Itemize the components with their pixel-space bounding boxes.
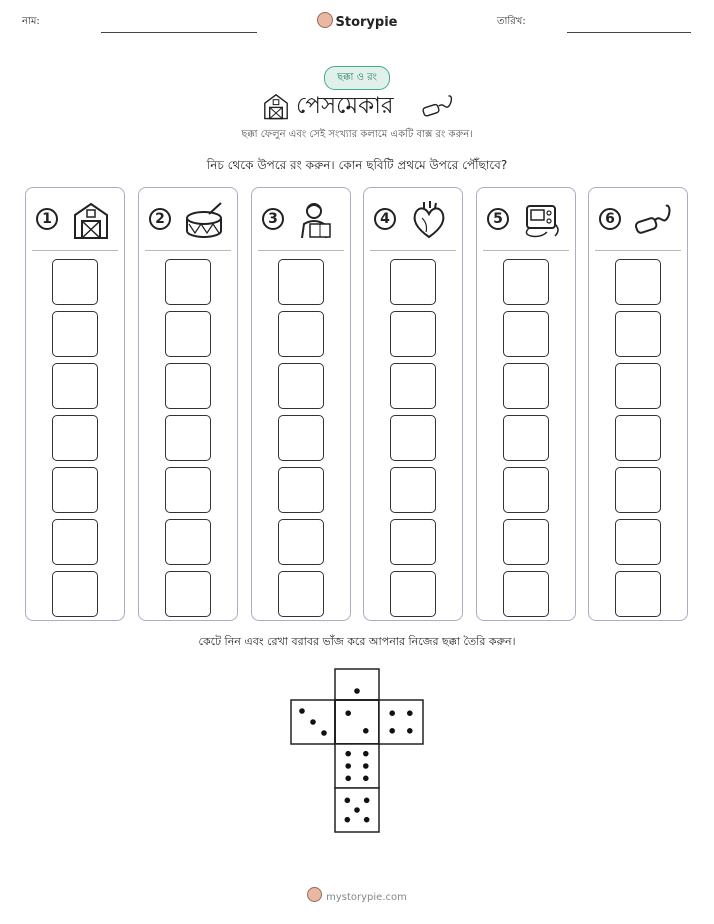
color-box[interactable] [615,571,661,617]
color-box[interactable] [52,363,98,409]
column-3 [251,187,351,621]
color-box[interactable] [165,311,211,357]
storypie-logo-icon [307,887,322,902]
color-box[interactable] [503,259,549,305]
die-pip [363,763,369,769]
name-field-line[interactable] [101,32,257,33]
die-pip [407,710,413,716]
column-number: 3 [262,208,284,230]
column-divider [595,250,681,251]
color-box[interactable] [390,415,436,461]
column-5 [476,187,576,621]
heart-icon [408,200,450,240]
cut-instruction: কেটে নিন এবং রেখা বরাবর ভাঁজ করে আপনার নিজের ছক্কা তৈরি করুন। [198,635,516,648]
die-pip [363,751,369,757]
barn-icon [70,200,112,240]
die-pip [407,728,413,734]
die-pip [363,728,369,734]
color-box[interactable] [52,415,98,461]
color-box[interactable] [390,259,436,305]
doctor-reading-icon [296,200,338,240]
color-box[interactable] [278,311,324,357]
die-face [335,700,379,744]
footer-url: mystorypie.com [326,892,407,903]
color-box[interactable] [390,571,436,617]
die-pip [345,751,351,757]
storypie-logo-icon [317,12,333,28]
column-number: 2 [149,208,171,230]
die-face [335,744,379,788]
brand-name: Storypie [335,15,398,30]
color-box[interactable] [165,519,211,565]
color-box[interactable] [390,363,436,409]
column-divider [32,250,118,251]
die-face [291,700,335,744]
die-pip [345,817,351,823]
drum-icon [183,200,225,240]
color-box[interactable] [278,519,324,565]
die-face [335,669,379,713]
instruction: নিচ থেকে উপরে রং করুন। কোন ছবিটি প্রথমে উপরে পৌঁছাবে? [206,158,508,172]
die-pip [389,728,395,734]
color-box[interactable] [278,415,324,461]
column-1 [25,187,125,621]
die-pip [345,776,351,782]
barn-icon [262,92,290,120]
color-box[interactable] [52,467,98,513]
color-box[interactable] [278,571,324,617]
color-box[interactable] [52,311,98,357]
color-box[interactable] [390,467,436,513]
column-number: 6 [599,208,621,230]
column-divider [145,250,231,251]
die-pip [299,708,305,714]
column-divider [370,250,456,251]
pacemaker-icon [633,200,675,240]
color-box[interactable] [52,571,98,617]
color-box[interactable] [615,311,661,357]
brand-logo [0,12,714,30]
die-pip [389,710,395,716]
color-box[interactable] [503,311,549,357]
color-box[interactable] [615,467,661,513]
color-box[interactable] [615,363,661,409]
die-pip [345,798,351,804]
color-box[interactable] [165,363,211,409]
date-label: তারিখ: [497,16,526,27]
color-box[interactable] [165,571,211,617]
date-field-line[interactable] [567,32,691,33]
color-box[interactable] [165,259,211,305]
subtitle: ছক্কা ফেলুন এবং সেই সংখ্যার কলামে একটি বাক্স রং করুন। [241,129,473,140]
color-box[interactable] [615,519,661,565]
color-box[interactable] [165,415,211,461]
pacemaker-icon [420,92,456,120]
title-row [0,90,714,124]
die-pip [345,710,351,716]
color-box[interactable] [52,519,98,565]
die-face [379,700,423,744]
die-pip [354,807,360,813]
die-face [335,788,379,832]
color-box[interactable] [615,259,661,305]
color-box[interactable] [503,519,549,565]
color-box[interactable] [278,363,324,409]
die-pip [321,730,327,736]
monitor-device-icon [521,200,563,240]
category-tag: ছক্কা ও রং [324,66,390,90]
name-label: নাম: [22,16,40,27]
column-number: 1 [36,208,58,230]
color-box[interactable] [503,571,549,617]
color-box[interactable] [390,519,436,565]
page-title: পেসমেকার [296,93,394,119]
column-number: 4 [374,208,396,230]
color-box[interactable] [165,467,211,513]
footer [0,887,714,903]
column-4 [363,187,463,621]
column-divider [258,250,344,251]
color-box[interactable] [503,363,549,409]
column-divider [483,250,569,251]
color-box[interactable] [503,415,549,461]
die-pip [354,688,360,694]
die-pip [363,776,369,782]
color-box[interactable] [278,467,324,513]
color-box[interactable] [278,259,324,305]
color-box[interactable] [52,259,98,305]
column-number: 5 [487,208,509,230]
color-box[interactable] [390,311,436,357]
die-pip [364,817,370,823]
die-pip [364,798,370,804]
color-box[interactable] [615,415,661,461]
column-2 [138,187,238,621]
die-pip [310,719,316,725]
die-pip [345,763,351,769]
column-6 [588,187,688,621]
color-box[interactable] [503,467,549,513]
